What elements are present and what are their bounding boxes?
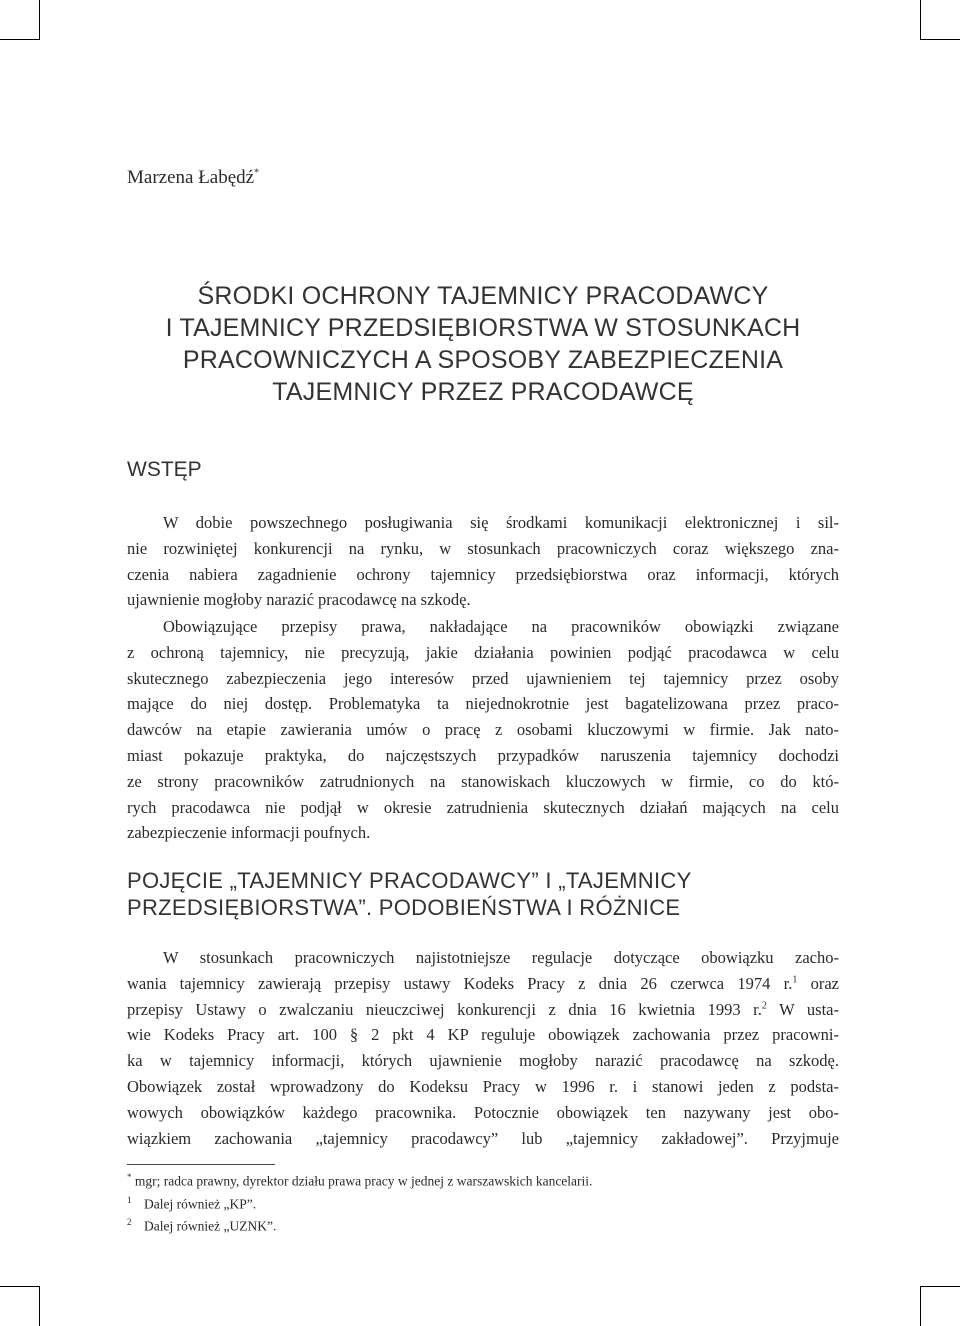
text-line: Obowiązek został wprowadzony do Kodeksu Pracy w 1996 r. i stanowi jeden z podsta- [127,1076,839,1096]
text-line: dawców na etapie zawierania umów o pracę z osobami kluczowymi w firmie. Jak nato- [127,720,839,740]
section-heading-pojecie [127,867,839,921]
heading-line: POJĘCIE „TAJEMNICY PRACODAWCY” I „TAJEMNICY [127,868,692,893]
text-line: ze strony pracowników zatrudnionych na stanowiskach kluczowych w firmie, co do któ- [127,771,839,791]
footnote-text: Dalej również „KP”. [144,1196,257,1211]
title-line: TAJEMNICY PRZEZ PRACODAWCĘ [272,378,694,406]
text-line: wowych obowiązków każdego pracownika. Potocznie obowiązek ten nazywany jest obo- [127,1102,839,1122]
text-line: skutecznego zabezpieczenia jego interesów przed ujawnieniem tej tajemnicy przez osoby [127,668,839,688]
footnote-item [127,1213,592,1236]
article-title [127,280,839,408]
text-line: czenia nabiera zagadnienie ochrony tajemnicy przedsiębiorstwa oraz informacji, których [127,564,839,584]
text-line: rych pracodawca nie podjął w okresie zatrudnienia skutecznych działań mających na celu [127,797,839,817]
footnote-ref: 2 [761,1000,767,1012]
footnote-divider [127,1164,275,1165]
text-line: W stosunkach pracowniczych najistotniejsze regulacje dotyczące obowiązku zacho- [163,948,839,967]
footnote-item [127,1191,592,1214]
title-line: I TAJEMNICY PRZEDSIĘBIORSTWA W STOSUNKACH [165,314,801,342]
text-line: ka w tajemnicy informacji, których ujawnienie mogłoby narazić pracodawcę na szkodę. [127,1051,839,1071]
paragraph-pojecie-1 [127,945,839,1151]
crop-mark [920,0,921,40]
title-line: PRACOWNICZYCH A SPOSOBY ZABEZPIECZENIA [182,346,784,374]
footnote-mark: 1 [127,1194,132,1205]
heading-line: PRZEDSIĘBIORSTWA”. PODOBIEŃSTWA I RÓŻNICE [127,895,681,920]
crop-mark [39,1286,40,1326]
text-segment: oraz [797,973,839,993]
footnote-text: mgr; radca prawny, dyrektor działu prawa pracy w jednej z warszawskich kancelarii. [134,1173,593,1189]
title-line: ŚRODKI OCHRONY TAJEMNICY PRACODAWCY [197,282,769,310]
text-segment: W usta- [766,999,839,1019]
text-line [127,997,839,1023]
text-line: zabezpieczenie informacji poufnych. [127,823,371,843]
crop-mark [920,39,960,40]
footnote-mark: 2 [127,1217,132,1227]
crop-mark [920,1286,960,1287]
text-line: wie Kodeks Pracy art. 100 § 2 pkt 4 KP reguluje obowiązek zachowania przez pracowni- [127,1025,839,1045]
crop-mark [39,0,40,40]
text-line: nie rozwiniętej konkurencji na rynku, w stosunkach pracowniczych coraz większego zna- [127,538,839,558]
footnote-ref: 1 [792,974,798,986]
text-line: W dobie powszechnego posługiwania się środkami komunikacji elektronicznej i sil- [163,513,839,532]
text-line: miast pokazuje praktyka, do najczęstszych przypadków naruszenia tajemnicy dochodzi [127,745,839,765]
text-line: ujawnienie mogłoby narazić pracodawcę na szkodę. [127,590,471,610]
text-line: wiązkiem zachowania „tajemnicy pracodawcy” lub „tajemnicy zakładowej”. Przyjmuje [127,1128,839,1148]
author-text: Marzena Łabędź [127,167,255,188]
footnotes [127,1168,592,1236]
footnote-text: Dalej również „UZNK”. [144,1218,277,1234]
paragraph-intro-1 [127,510,839,613]
text-segment: przepisy Ustawy o zwalczaniu nieuczciwej konkurencji z dnia 16 kwietnia 1993 r. [127,999,762,1019]
text-line [127,971,839,997]
text-line: z ochroną tajemnicy, nie precyzują, jakie działania powinien podjąć pracodawca w celu [127,642,839,662]
crop-mark [920,1286,921,1326]
crop-mark [0,39,40,40]
paragraph-intro-2 [127,614,839,846]
text-segment: wania tajemnicy zawierają przepisy ustawy Kodeks Pracy z dnia 26 czerwca 1974 r. [127,973,793,993]
footnote-mark: * [127,1172,132,1182]
author-footnote-mark: * [254,167,260,179]
footnote-item [127,1168,592,1191]
text-line: mające do niej dostęp. Problematyka ta niejednokrotnie jest bagatelizowana przez praco- [127,694,839,714]
author-name [127,167,259,189]
crop-mark [0,1286,40,1287]
text-line: Obowiązujące przepisy prawa, nakładające na pracowników obowiązki związane [163,617,839,636]
section-heading-wstep: WSTĘP [127,458,202,481]
